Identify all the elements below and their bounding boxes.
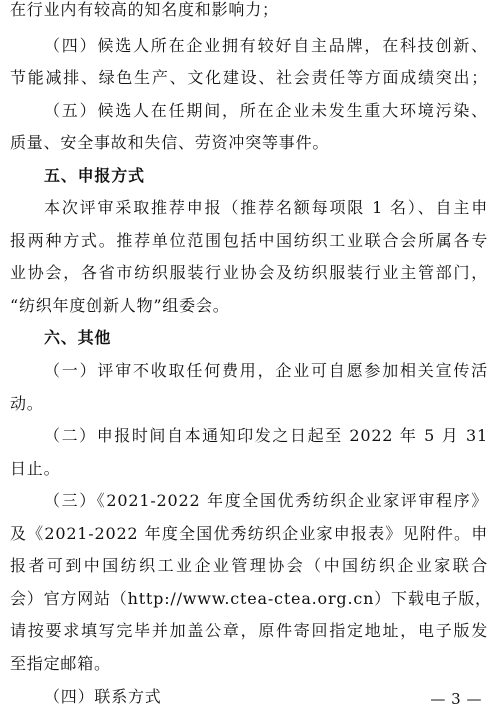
page-number: — 3 — bbox=[430, 690, 482, 708]
text-line-22: （四）联系方式 bbox=[44, 687, 162, 706]
text-line-14: （二）申报时间自本通知印发之日起至 2022 年 5 月 31 bbox=[44, 426, 488, 445]
text-line-15: 日止。 bbox=[10, 459, 61, 478]
text-line-18: 报者可到中国纺织工业企业管理协会（中国纺织企业家联合 bbox=[10, 556, 488, 575]
text-line-3: 节能减排、绿色生产、文化建设、社会责任等方面成绩突出； bbox=[10, 68, 488, 87]
text-line-21: 至指定邮箱。 bbox=[10, 654, 111, 673]
section-heading-6: 六、其他 bbox=[44, 328, 112, 347]
text-line-19: 会）官方网站（http://www.ctea-ctea.org.cn）下载电子版， bbox=[10, 589, 492, 608]
text-line-9: 业协会，各省市纺织服装行业协会及纺织服装行业主管部门， bbox=[10, 263, 488, 282]
text-line-10: “纺织年度创新人物”组委会。 bbox=[10, 296, 230, 315]
text-line-12: （一）评审不收取任何费用，企业可自愿参加相关宣传活 bbox=[44, 361, 488, 380]
text-line-16: （三）《2021-2022 年度全国优秀纺织企业家评审程序》 bbox=[44, 491, 488, 510]
section-heading-5: 五、申报方式 bbox=[44, 166, 145, 185]
text-line-7: 本次评审采取推荐申报（推荐名额每项限 1 名）、自主申 bbox=[44, 198, 488, 217]
text-line-8: 报两种方式。推荐单位范围包括中国纺织工业联合会所属各专 bbox=[10, 231, 488, 250]
text-line-5: 质量、安全事故和失信、劳资冲突等事件。 bbox=[10, 133, 330, 152]
text-line-1: 在行业内有较高的知名度和影响力； bbox=[10, 0, 279, 19]
text-line-4: （五）候选人在任期间，所在企业未发生重大环境污染、 bbox=[44, 101, 488, 120]
text-line-17: 及《2021-2022 年度全国优秀纺织企业家申报表》见附件。申 bbox=[10, 524, 488, 543]
text-line-13: 动。 bbox=[10, 394, 44, 413]
text-line-2: （四）候选人所在企业拥有较好自主品牌，在科技创新、 bbox=[44, 36, 488, 55]
text-line-20: 请按要求填写完毕并加盖公章，原件寄回指定地址，电子版发 bbox=[10, 621, 488, 640]
